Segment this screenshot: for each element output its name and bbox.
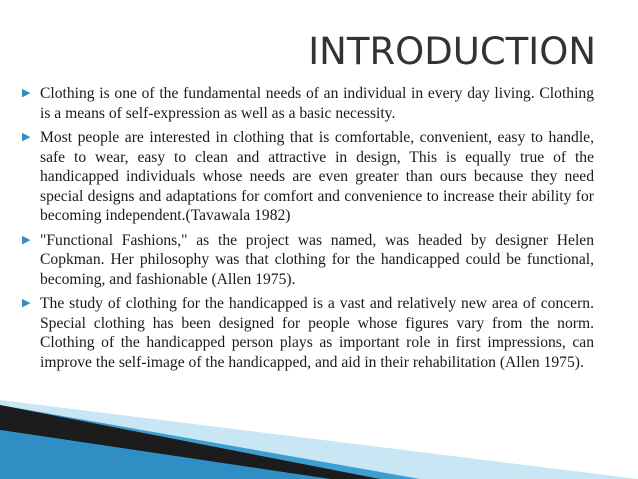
bullet-arrow-icon: ▶ <box>22 131 31 143</box>
bullet-text: Clothing is one of the fundamental needs of an individual in every day living. Clothing is a means of self-expression as well as a basic necessity. <box>40 85 594 122</box>
bullet-text: "Functional Fashions," as the project was named, was headed by designer Helen Copkman. Her philosophy was that clothing for the handicapped could be functional, becoming, and fashionable (Allen 1975). <box>40 231 594 288</box>
bullet-arrow-icon: ▶ <box>22 233 31 246</box>
bullet-item <box>22 84 594 123</box>
bullet-item <box>22 294 594 372</box>
bullet-arrow-icon: ▶ <box>22 297 31 309</box>
bullet-text: The study of clothing for the handicapped is a vast and relatively new area of concern. Special clothing has been designed for people whose figures vary from the norm. Clothing of the handicapped person plays as important role in first impressions, can improve the self-image of the handicapped, and aid in their rehabilitation (Allen 1975). <box>40 295 594 371</box>
bullet-list <box>22 84 594 377</box>
bullet-item <box>22 231 594 290</box>
bullet-arrow-icon: ▶ <box>22 87 31 99</box>
slide-title: INTRODUCTION <box>308 30 596 73</box>
bullet-text: Most people are interested in clothing that is comfortable, convenient, easy to handle, safe to wear, easy to clean and attractive in design, This is equally true of the handicapped individuals whose needs are even greater than ours because they need special designs and adaptations for comfort and convenience to increase their ability for becoming independent.(Tavawala 1982) <box>40 129 594 224</box>
bullet-item <box>22 128 594 226</box>
